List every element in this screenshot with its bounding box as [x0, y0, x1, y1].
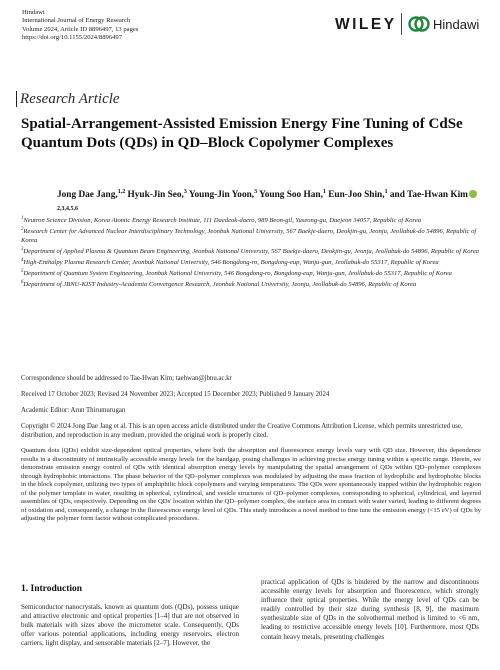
journal-masthead [22, 9, 282, 42]
journal-name: International Journal of Energy Research [22, 17, 131, 25]
dates-line: Received 17 October 2023; Revised 24 November 2023; Accepted 15 December 2023; Published 9 January 2024 [21, 391, 330, 398]
author-name: Young Soo Han, [257, 190, 323, 201]
intro-column-left: Semiconductor nanocrystals, known as quantum dots (QDs), possess unique and attractive electronic and optical properties [1–4] that are not observed in bulk materials with sizes above the micrometer scale. Consequently, QDs offer various potential applications, including energy reservoirs, electron carriers, light display, and sensorable materials [2–7]. However, the [21, 603, 239, 648]
author-affiliation-marker: 1 [322, 189, 326, 195]
affiliation-item [21, 246, 483, 257]
author-affiliation-marker: 1 [384, 189, 388, 195]
author-name: Eun-Joo Shin, [325, 190, 385, 201]
affiliation-number: 5 [21, 269, 24, 275]
affiliation-text: Department of Applied Plasma & Quantum Beam Engineering, Jeonbuk National University, 567 Baekje-daero, Deokjin-gu, Jeonju, Jeollabuk-do 54896, Republic of Korea [23, 247, 479, 255]
author-name: Jong Dae Jang, [57, 190, 118, 201]
author-affiliation-marker: 3 [254, 189, 258, 195]
volume-line: Volume 2024, Article ID 8896497, 13 pages [22, 25, 139, 33]
abstract: Quantum dots (QDs) exhibit size-dependent optical properties, where both the absorption and fluorescence energy levels vary with QD size. However, this dependence results in a discontinuity of intrinsically accessible energy levels for the bandgap, posing challenges in achieving precise energy tuning within a specific range. Herein, we demonstrate emission energy control of QDs with identical absorption energy levels by manipulating the spatial arrangement of QDs within QD–polymer complexes through hydrophobic interactions. The phase behavior of the QD–polymer complexes was modulated by adjusting the mass fraction of hydrophilic and hydrophobic blocks in the block copolymer, utilizing two types of amphiphilic block copolymers and varying temperatures. The QDs were spontaneously trapped within the hydrophobic region of the polymer template in water, resulting in spherical, cylindrical, and vesicle structures of QD–polymer complexes, corresponding to spherical, cylindrical, and layered assemblies of QDs, respectively. Depending on the QDs' location within the QD–polymer complex, the surface area in contact with water varied, leading to different degrees of oxidation and, consequently, a change in the fluorescence energy level of QDs. This study introduces a novel method to fine tune the emission energy (<15 eV) of QDs by adjusting the polymer form factor without complicated procedures. [21, 447, 481, 522]
author-name: Young-Jin Yoon, [186, 190, 255, 201]
affiliation-item [21, 257, 483, 268]
article-type: Research Article [16, 91, 120, 107]
affiliation-number: 3 [21, 246, 24, 252]
author-affiliation-marker: 2,3,4,5,6 [57, 206, 78, 213]
academic-editor: Academic Editor: Arun Thirumurugan [21, 407, 126, 414]
copyright-notice: Copyright © 2024 Jong Dae Jang et al. This is an open access article distributed under the Creative Commons Attribution License, which permits unrestricted use, distribution, and reproduction in any medium, provided the original work is properly cited. [21, 423, 463, 439]
wiley-logo: WILEY [335, 16, 397, 33]
affiliation-item [21, 279, 483, 290]
author-affiliation-marker: 1,2 [117, 189, 126, 195]
intro-column-right: practical application of QDs is hindered by the narrow and discontinuous accessible energy levels for absorption and fluorescence, which strongly influence their optical properties. While the energy level of QDs can be readily controlled by their size during synthesis [8, 9], the maximum synthesizable size of QDs in the solvothermal method is limited to <6 nm, leading to restrictive accessible energy levels [10]. Furthermore, most QDs contain heavy metals, presenting challenges [261, 578, 479, 641]
hindawi-logo-icon [408, 15, 430, 33]
affiliation-text: Department of JBNU-KIST Industry-Academia Convergence Research, Jeonbuk National University, Jeonju, Jeollabuk-do 54896, Republic of Korea [23, 281, 417, 289]
affiliation-list [21, 215, 483, 291]
affiliation-item [21, 268, 483, 279]
section-heading-introduction: 1. Introduction [21, 584, 83, 594]
correspondence-line: Correspondence should be addressed to Tae-Hwan Kim; taehwan@jbnu.ac.kr [21, 375, 232, 382]
hindawi-wordmark: Hindawi [433, 17, 480, 32]
paper-title: Spatial-Arrangement-Assisted Emission Energy Fine Tuning of CdSe Quantum Dots (QDs) in QD–Block Copolymer Complexes [21, 116, 463, 151]
author-name: Hyuk-Jin Seo, [125, 190, 184, 201]
doi-link[interactable]: https://doi.org/10.1155/2024/8896497 [22, 33, 123, 41]
publisher-name: Hindawi [22, 9, 45, 16]
affiliation-text: Department of Quantum System Engineering, Jeonbuk National University, 546 Bongdong-ro, Bongdong-eup, Wanju-gun, Jeollabuk-do 55317, Republic of Korea [23, 270, 452, 278]
affiliation-number: 2 [21, 227, 24, 233]
affiliation-number: 6 [21, 280, 24, 286]
affiliation-text: Neutron Science Division, Korea Atomic Energy Research Institute, 111 Daedeok-daero, 989 Beon-gil, Yuseong-gu, Daejeon 34057, Republic of Korea [23, 217, 422, 225]
affiliation-item [21, 215, 483, 226]
orcid-icon[interactable] [469, 190, 477, 198]
author-affiliation-marker: 3 [183, 189, 187, 195]
affiliation-item [21, 226, 483, 245]
affiliation-number: 1 [21, 216, 24, 221]
affiliation-text: High-Enthalpy Plasma Research Center, Jeonbuk National University, 546 Bongdong-ro, Bongdong-eup, Wanju-gun, Jeollabuk-do 55317, Republic of Korea [23, 259, 439, 267]
logo-divider [401, 13, 402, 35]
author-name: and Tae-Hwan Kim [387, 190, 468, 201]
affiliation-text: Research Center for Advanced Nuclear Interdisciplinary Technology, Jeonbuk National University, 567 Baekje-daero, Deokjin-gu, Jeonju, Jeollabuk-do 54896, Republic of Korea [21, 228, 477, 244]
affiliation-number: 4 [21, 257, 24, 263]
